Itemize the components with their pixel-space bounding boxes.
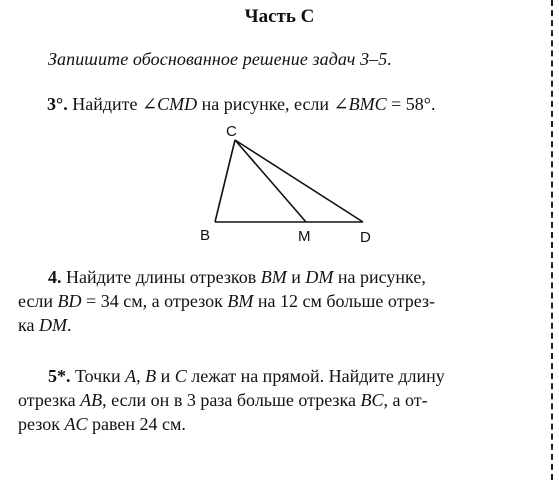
label-c: C <box>226 123 237 140</box>
task-4-text: ка <box>18 315 39 335</box>
task-5-text: резок <box>18 414 65 434</box>
task-4-line <box>18 265 550 289</box>
task-5-point-a: A <box>125 366 137 386</box>
task-4-text: на 12 см больше отрез- <box>253 291 436 311</box>
task-4-line <box>18 313 550 337</box>
task-3-text: на рисунке, если <box>197 94 334 114</box>
task-3-number: 3°. <box>47 94 68 114</box>
task-5-ac: AC <box>64 414 88 434</box>
instruction-text: Запишите обоснованное решение задач 3–5. <box>48 49 392 69</box>
task-5-text: , <box>136 366 146 386</box>
cut-line <box>551 0 553 480</box>
task-3-angle-cmd: ∠CMD <box>141 94 198 114</box>
task-5-number: 5*. <box>48 366 71 386</box>
task-5-bc: BC <box>360 390 384 410</box>
task-5-text: и <box>156 366 175 386</box>
task-5-line <box>18 364 550 388</box>
task-4-bd: BD <box>57 291 82 311</box>
task-3-angle-bmc: ∠BMC <box>333 94 387 114</box>
task-5-text: , если он в 3 раза больше отрезка <box>102 390 361 410</box>
task-3-text: = 58°. <box>386 94 436 114</box>
label-m: M <box>298 228 311 245</box>
segment-cm <box>235 140 306 222</box>
task-4-text: . <box>66 315 72 335</box>
task-5-text: , а от- <box>383 390 428 410</box>
task-4-dm: DM <box>305 267 334 287</box>
task-3-text: Найдите <box>67 94 142 114</box>
task-4-dm: DM <box>38 315 67 335</box>
task-5-point-c: C <box>174 366 187 386</box>
task-4 <box>18 265 550 337</box>
task-5-text: лежат на прямой. Найдите длину <box>186 366 445 386</box>
task-3 <box>47 94 435 115</box>
task-5-text: равен 24 см. <box>87 414 186 434</box>
task-5-point-b: B <box>145 366 157 386</box>
segment-cd <box>235 140 363 222</box>
task-4-text: если <box>18 291 58 311</box>
task-4-text: на рисунке, <box>333 267 426 287</box>
task-4-bm: BM <box>260 267 287 287</box>
triangle-diagram <box>190 122 390 248</box>
segment-cb <box>215 140 235 222</box>
task-5-text: Точки <box>70 366 126 386</box>
task-5-ab: AB <box>80 390 103 410</box>
task-4-text: и <box>286 267 306 287</box>
task-4-number: 4. <box>48 267 62 287</box>
task-4-bm: BM <box>227 291 254 311</box>
task-4-text: = 34 см, а отрезок <box>81 291 228 311</box>
task-4-text: Найдите длины отрезков <box>61 267 261 287</box>
task-5 <box>18 364 550 436</box>
task-5-line <box>18 412 550 436</box>
label-b: B <box>200 227 211 244</box>
page-title: Часть С <box>244 6 315 27</box>
task-4-line <box>18 289 550 313</box>
task-5-line <box>18 388 550 412</box>
task-5-text: отрезка <box>18 390 81 410</box>
label-d: D <box>360 229 371 246</box>
